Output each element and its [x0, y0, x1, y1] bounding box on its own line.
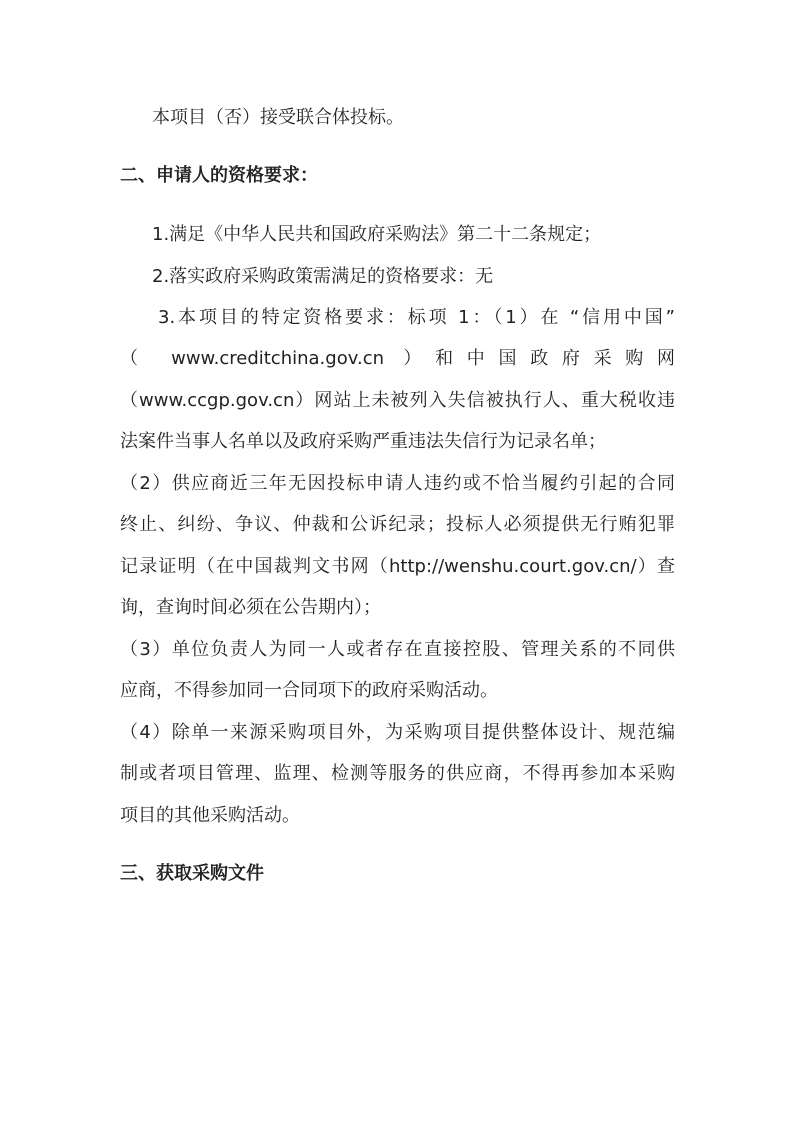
section-heading-qualifications: 二、申请人的资格要求： — [120, 165, 318, 186]
requirement-3-line-1: 3.本项目的特定资格要求：标项 1：（1）在 “信用中国” — [158, 307, 675, 328]
requirement-1: 1.满足《中华人民共和国政府采购法》第二十二条规定； — [152, 224, 602, 245]
section-heading-procurement-documents: 三、获取采购文件 — [120, 863, 264, 884]
requirement-3-line-3: （www.ccgp.gov.cn）网站上未被列入失信被执行人、重大税收违 — [120, 390, 675, 411]
sub-requirement-3-line-1: （3）单位负责人为同一人或者存在直接控股、管理关系的不同供 — [120, 639, 675, 660]
requirement-2: 2.落实政府采购政策需满足的资格要求：无 — [152, 266, 494, 287]
sub-requirement-2-line-2: 终止、纠纷、争议、仲裁和公诉纪录；投标人必须提供无行贿犯罪 — [120, 514, 675, 535]
sub-requirement-2-line-4: 询，查询时间必须在公告期内）； — [120, 597, 381, 618]
sub-requirement-2-line-3: 记录证明（在中国裁判文书网（http://wenshu.court.gov.cn/）查 — [120, 556, 675, 577]
sub-requirement-3-line-2: 应商，不得参加同一合同项下的政府采购活动。 — [120, 680, 498, 701]
sub-requirement-4-line-3: 项目的其他采购活动。 — [120, 805, 300, 826]
sub-requirement-4-line-2: 制或者项目管理、监理、检测等服务的供应商，不得再参加本采购 — [120, 763, 675, 784]
requirement-3-line-2: （ www.creditchina.gov.cn ）和中国政府采购网 — [120, 348, 675, 369]
requirement-3-line-4: 法案件当事人名单以及政府采购严重违法失信行为记录名单； — [120, 431, 606, 452]
sub-requirement-2-line-1: （2）供应商近三年无因投标申请人违约或不恰当履约引起的合同 — [120, 473, 675, 494]
sub-requirement-4-line-1: （4）除单一来源采购项目外，为采购项目提供整体设计、规范编 — [120, 722, 675, 743]
consortium-statement: 本项目（否）接受联合体投标。 — [152, 107, 404, 128]
